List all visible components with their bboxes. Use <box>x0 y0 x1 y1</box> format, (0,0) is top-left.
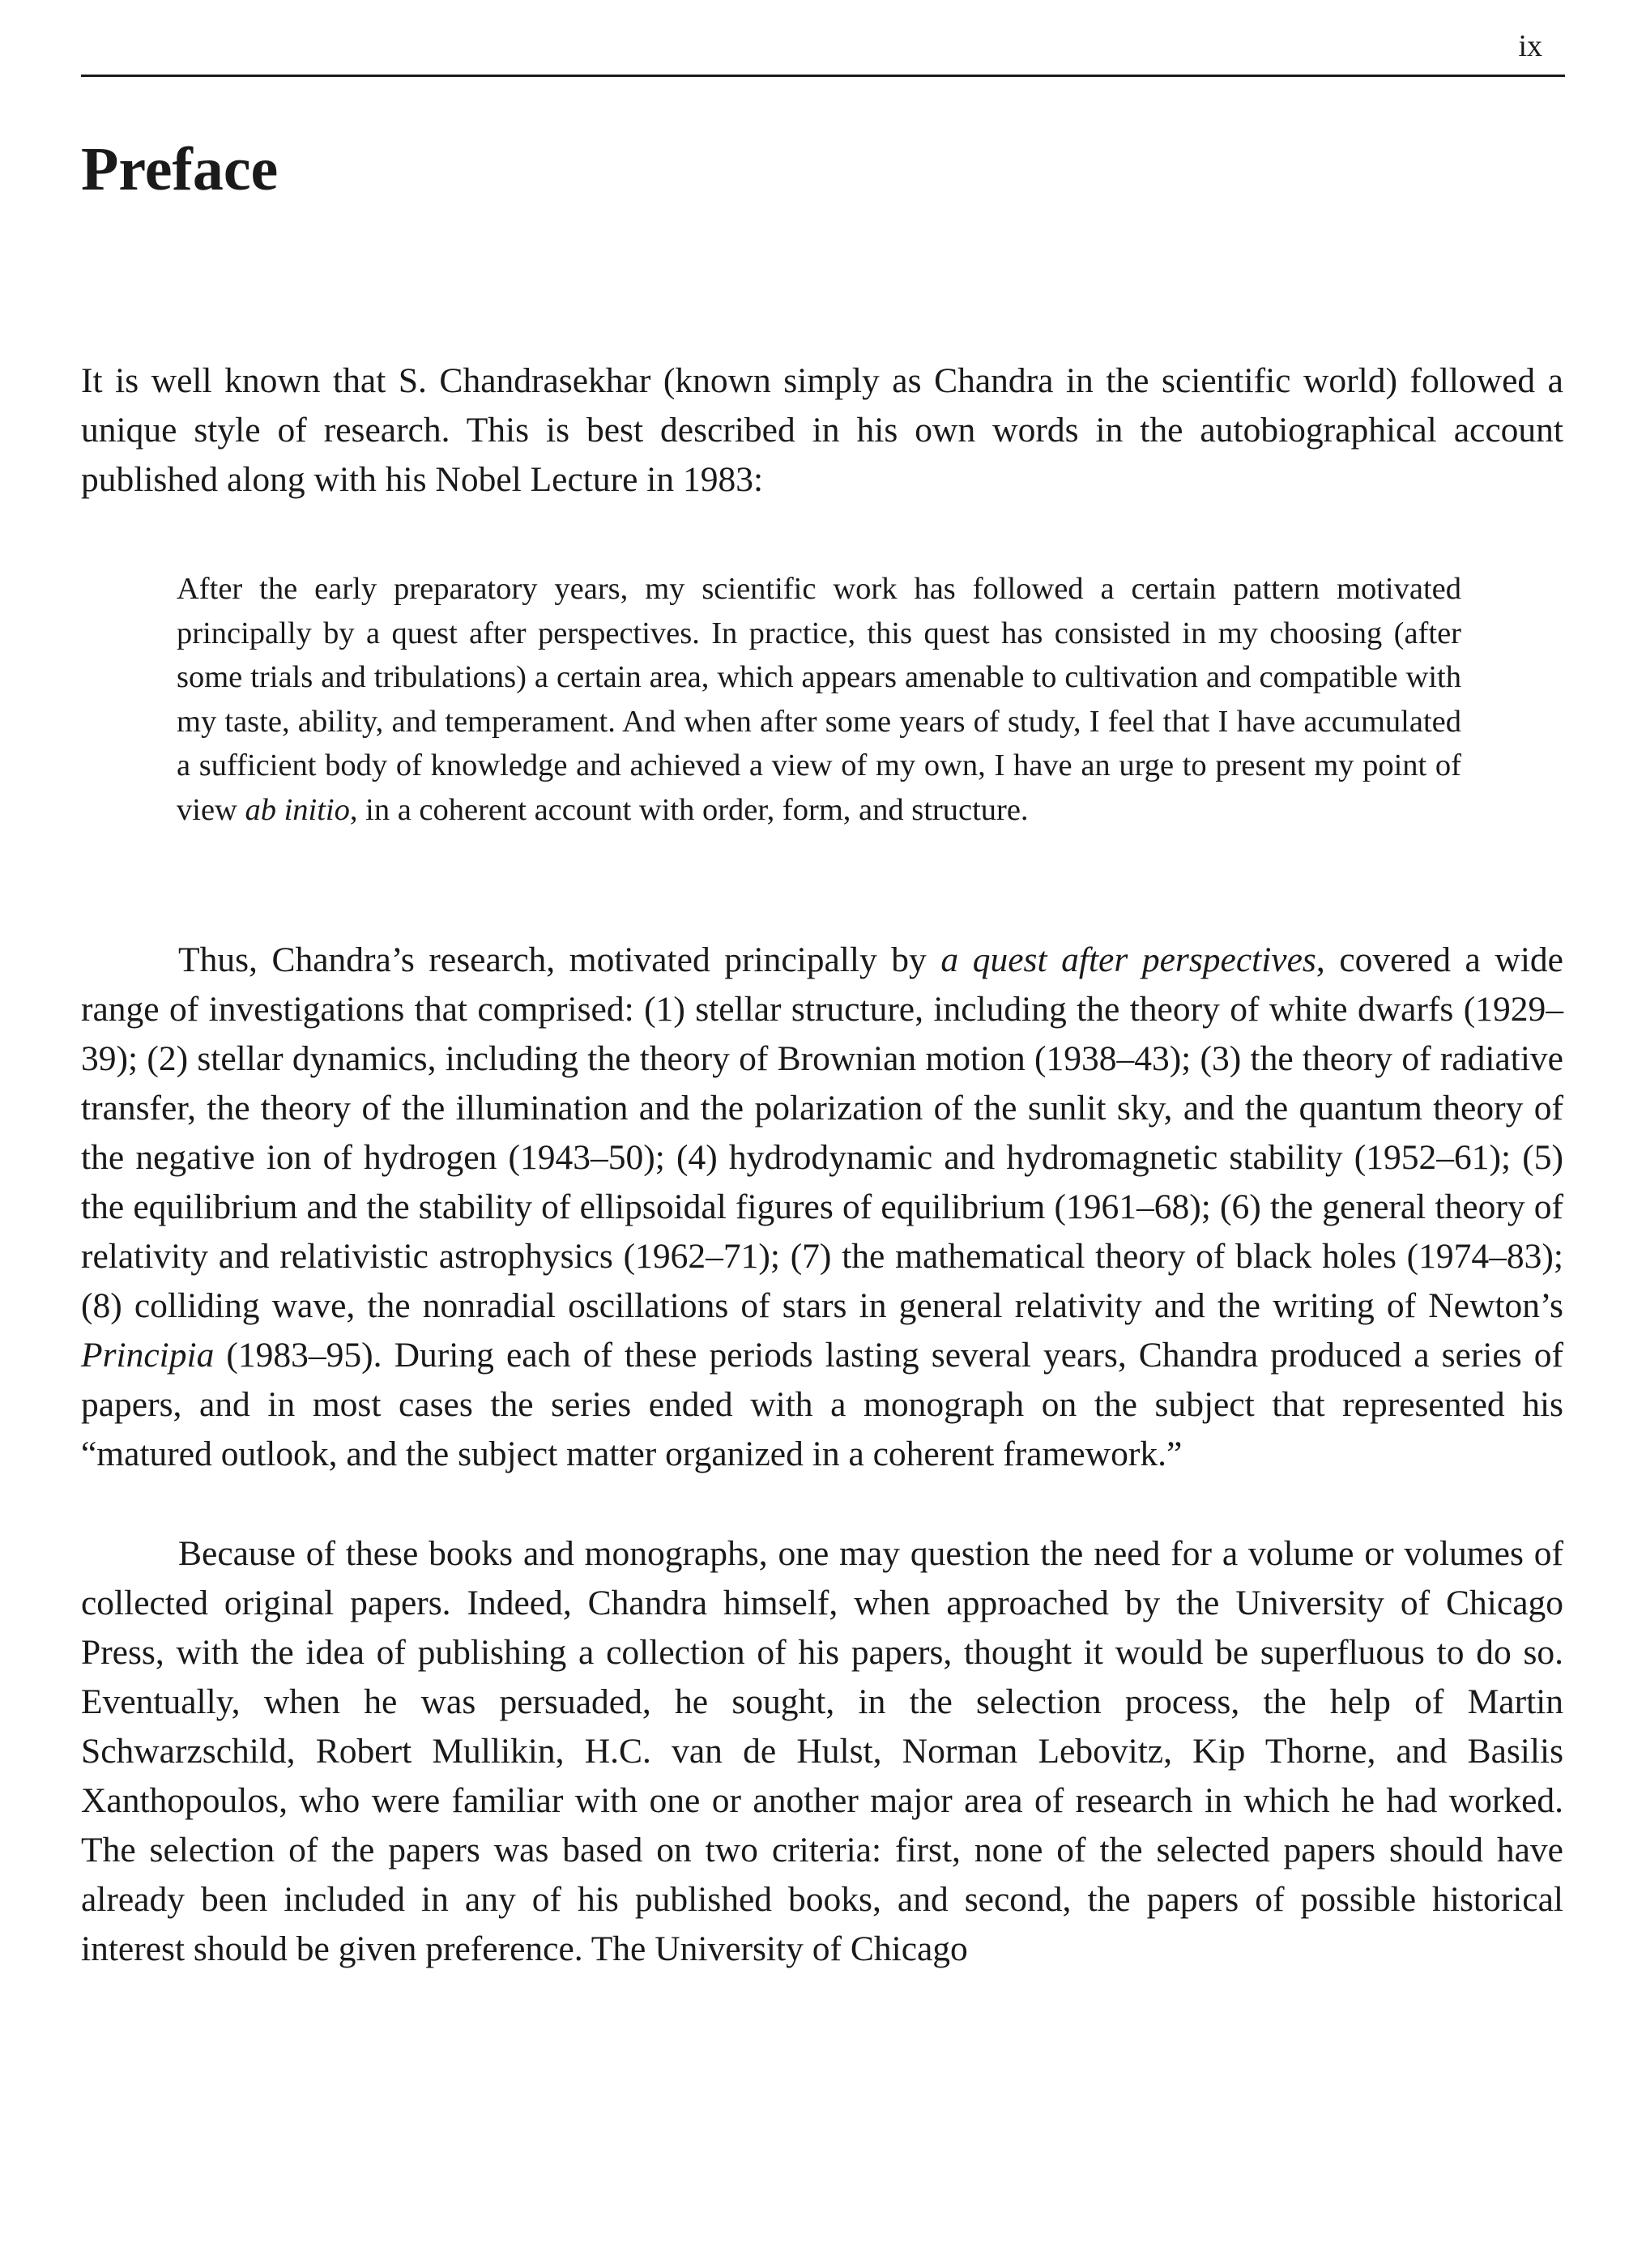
research-italic-2: Principia <box>81 1336 215 1375</box>
intro-paragraph: It is well known that S. Chandrasekhar (known simply as Chandra in the scientific world) followed a unique style of research. This is best described in his own words in the autobiographical account published along with his Nobel Lecture in 1983: <box>81 361 1563 499</box>
research-italic-1: a quest after perspectives <box>940 940 1316 979</box>
quote-text-end: , in a coherent account with order, form, and structure. <box>349 792 1029 827</box>
research-text-3: (1983–95). During each of these periods lasting several years, Chandra produced a series of papers, and in most cases the series ended with a monograph on the subject that represented his “matured outlook, and the subject matter organized in a coherent framework.” <box>81 1336 1563 1473</box>
block-quote <box>177 567 1461 832</box>
page-number: ix <box>1518 29 1542 63</box>
quote-text-start: After the early preparatory years, my scientific work has followed a certain pattern motivated principally by a quest after perspectives. In practice, this quest has consisted in my choosing (after some trials and tribulations) a certain area, which appears amenable to cultivation and compatible with my taste, ability, and temperament. And when after some years of study, I feel that I have accumulated a sufficient body of knowledge and achieved a view of my own, I have an urge to present my point of view <box>177 572 1461 827</box>
research-text-2: , covered a wide range of investigations that comprised: (1) stellar structure, including the theory of white dwarfs (1929–39); (2) stellar dynamics, including the theory of Brownian motion (1938–43); (3) the theory of radiative transfer, the theory of the illumination and the polarization of the sunlit sky, and the quantum theory of the negative ion of hydrogen (1943–50); (4) hydrodynamic and hydromagnetic stability (1952–61); (5) the equilibrium and the stability of ellipsoidal figures of equilibrium (1961–68); (6) the general theory of relativity and relativistic astrophysics (1962–71); (7) the mathematical theory of black holes (1974–83); (8) colliding wave, the nonradial oscillations of stars in general relativity and the writing of Newton’s <box>81 940 1563 1325</box>
header-rule <box>81 75 1565 77</box>
page-title: Preface <box>81 135 279 203</box>
collection-paragraph: Because of these books and monographs, one may question the need for a volume or volumes of collected original papers. Indeed, Chandra himself, when approached by the University of Chicago Press, with the idea of publishing a collection of his papers, thought it would be superfluous to do so. Eventually, when he was persuaded, he sought, in the selection process, the help of Martin Schwarzschild, Robert Mullikin, H.C. van de Hulst, Norman Lebovitz, Kip Thorne, and Basilis Xanthopoulos, who were familiar with one or another major area of research in which he had worked. The selection of the papers was based on two criteria: first, none of the selected papers should have already been included in any of his published books, and second, the papers of possible historical interest should be given preference. The University of Chicago <box>81 1534 1563 1968</box>
research-text-1: Thus, Chandra’s research, motivated principally by <box>178 940 941 979</box>
research-paragraph <box>81 936 1563 1479</box>
quote-italic-phrase: ab initio <box>245 792 350 827</box>
